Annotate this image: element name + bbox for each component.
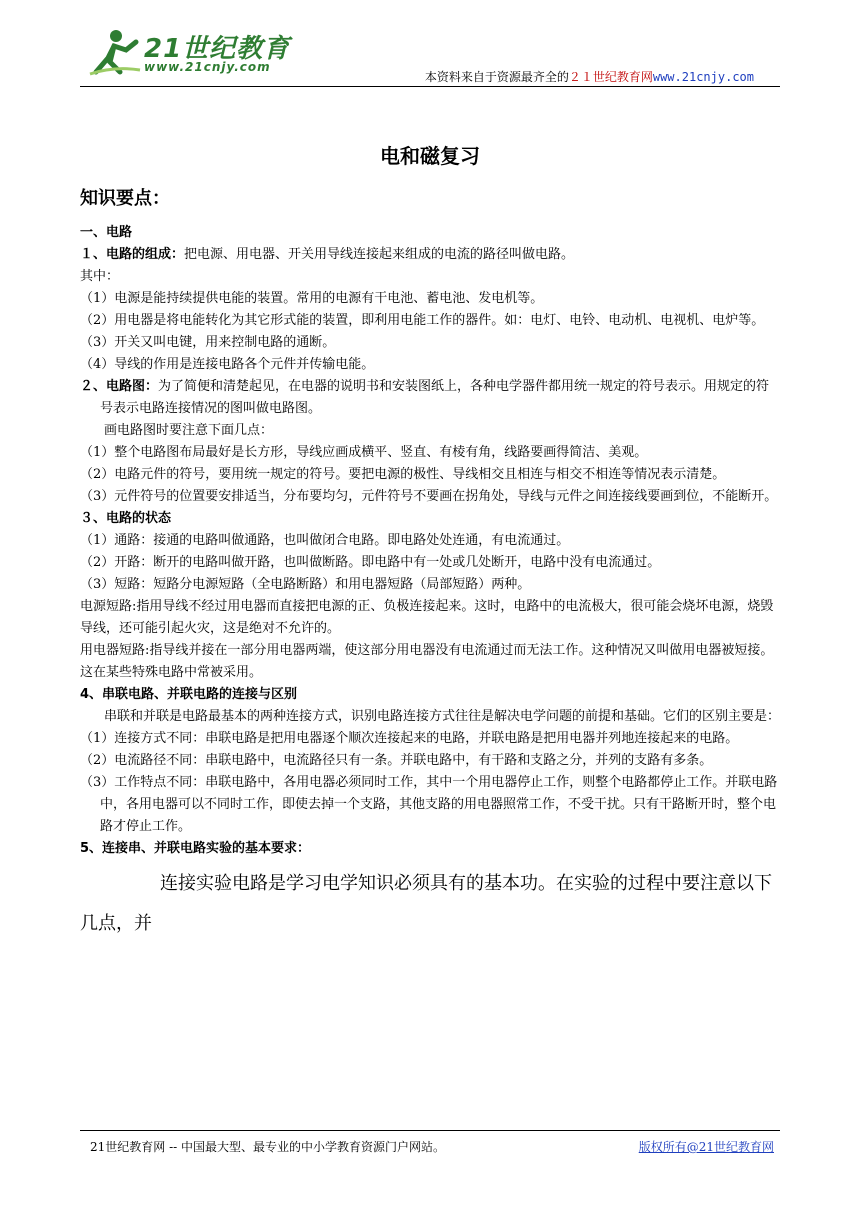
source-site[interactable]: ２１世纪教育网	[568, 70, 653, 84]
paragraph-text: （1）整个电路图布局最好是长方形，导线应画成横平、竖直、有棱有角，线路要画得简洁、美观。	[80, 445, 648, 460]
page-header	[80, 22, 780, 86]
body-paragraph	[80, 838, 780, 860]
paragraph-heading: ３、电路的状态	[80, 511, 172, 526]
body-paragraph	[80, 244, 780, 266]
paragraph-heading: ２、电路图：	[80, 379, 159, 394]
paragraph-text: 为了简便和清楚起见，在电器的说明书和安装图纸上，各种电学器件都用统一规定的符号表示。用规定的符号表示电路连接情况的图叫做电路图。	[100, 379, 770, 416]
source-note	[425, 68, 754, 85]
document-title: 电和磁复习	[380, 144, 480, 168]
body-paragraph	[80, 354, 780, 376]
paragraph-text: （2）用电器是将电能转化为其它形式能的装置，即利用电能工作的器件。如：电灯、电铃、电动机、电视机、电炉等。	[80, 313, 765, 328]
paragraph-heading: 一、电路	[80, 225, 133, 240]
paragraph-text: 用电器短路:指导线并接在一部分用电器两端，使这部分用电器没有电流通过而无法工作。这种情况又叫做用电器被短接。这在某些特殊电路中常被采用。	[80, 643, 774, 680]
body-paragraph	[80, 530, 780, 552]
logo-url: www.21cnjy.com	[144, 60, 271, 74]
paragraph-text: （3）元件符号的位置要安排适当，分布要均匀，元件符号不要画在拐角处，导线与元件之间连接线要画到位，不能断开。	[80, 489, 778, 504]
site-logo[interactable]	[80, 22, 310, 82]
source-url[interactable]: www.21cnjy.com	[652, 70, 754, 84]
source-prefix: 本资料来自于资源最齐全的	[424, 70, 569, 84]
copyright-link[interactable]: 版权所有@21世纪教育网	[638, 1140, 774, 1154]
body-paragraph	[80, 464, 780, 486]
body-paragraph	[80, 508, 780, 530]
paragraph-heading: 5、连接串、并联电路实验的基本要求：	[80, 841, 311, 856]
paragraph-text: 电源短路:指用导线不经过用电器而直接把电源的正、负极连接起来。这时，电路中的电流极大，很可能会烧坏电源，烧毁导线，还可能引起火灾，这是绝对不允许的。	[80, 599, 774, 636]
footer-divider	[80, 1130, 780, 1131]
paragraph-text: （2）开路：断开的电路叫做开路，也叫做断路。即电路中有一处或几处断开，电路中没有电流通过。	[80, 555, 661, 570]
body-paragraph	[80, 574, 780, 596]
body-paragraph	[80, 640, 780, 684]
body-paragraph	[80, 332, 780, 354]
body-paragraph	[80, 222, 780, 244]
body-paragraph	[80, 750, 780, 772]
paragraph-text: （3）工作特点不同：串联电路中，各用电器必须同时工作，其中一个用电器停止工作，则整个电路都停止工作。并联电路中，各用电器可以不同时工作，即使去掉一个支路，其他支路的用电器照常工作，不受干扰。只有干路断开时，整个电路才停止工作。	[80, 775, 778, 834]
paragraph-heading: 4、串联电路、并联电路的连接与区别	[80, 687, 298, 702]
body-paragraph	[80, 596, 780, 640]
body-paragraph	[80, 706, 780, 728]
footer-text: 21世纪教育网 -- 中国最大型、最专业的中小学教育资源门户网站。	[90, 1140, 446, 1154]
paragraph-text: 画电路图时要注意下面几点：	[104, 423, 274, 438]
logo-text: 21世纪教育	[144, 34, 291, 64]
runner-logo-icon	[86, 28, 142, 76]
body-paragraph	[80, 310, 780, 332]
paragraph-text: （1）连接方式不同：串联电路是把用电器逐个顺次连接起来的电路，并联电路是把用电器并列地连接起来的电路。	[80, 731, 739, 746]
paragraph-text: 其中：	[80, 269, 120, 284]
body-paragraph	[80, 552, 780, 574]
paragraph-text: （2）电路元件的符号，要用统一规定的符号。要把电源的极性、导线相交且相连与相交不相连等情况表示清楚。	[80, 467, 726, 482]
paragraph-text: （4）导线的作用是连接电路各个元件并传输电能。	[80, 357, 375, 372]
paragraph-text: （3）短路：短路分电源短路（全电路断路）和用电器短路（局部短路）两种。	[80, 577, 531, 592]
paragraph-text: （3）开关又叫电键，用来控制电路的通断。	[80, 335, 336, 350]
paragraph-text: （2）电流路径不同：串联电路中，电流路径只有一条。并联电路中，有干路和支路之分，并列的支路有多条。	[80, 753, 713, 768]
body-paragraph	[80, 442, 780, 464]
body-paragraph	[80, 266, 780, 288]
header-divider	[80, 86, 780, 87]
body-paragraph	[80, 288, 780, 310]
body-paragraph	[80, 420, 780, 442]
large-paragraph: 连接实验电路是学习电学知识必须具有的基本功。在实验的过程中要注意以下几点，并	[80, 873, 772, 934]
paragraph-heading: １、电路的组成：	[80, 247, 185, 262]
body-paragraph	[80, 376, 780, 420]
body-paragraph	[80, 772, 780, 838]
paragraph-text: （1）通路：接通的电路叫做通路，也叫做闭合电路。即电路处处连通，有电流通过。	[80, 533, 570, 548]
body-paragraph	[80, 684, 780, 706]
body-paragraph	[80, 486, 780, 508]
document-body	[80, 222, 780, 944]
paragraph-text: （1）电源是能持续提供电能的装置。常用的电源有干电池、蓄电池、发电机等。	[80, 291, 544, 306]
paragraph-text: 串联和并联是电路最基本的两种连接方式，识别电路连接方式往往是解决电学问题的前提和基础。它们的区别主要是：	[104, 709, 781, 724]
paragraph-text: 把电源、用电器、开关用导线连接起来组成的电流的路径叫做电路。	[184, 247, 575, 262]
body-paragraph	[80, 728, 780, 750]
section-subtitle: 知识要点：	[80, 188, 170, 209]
